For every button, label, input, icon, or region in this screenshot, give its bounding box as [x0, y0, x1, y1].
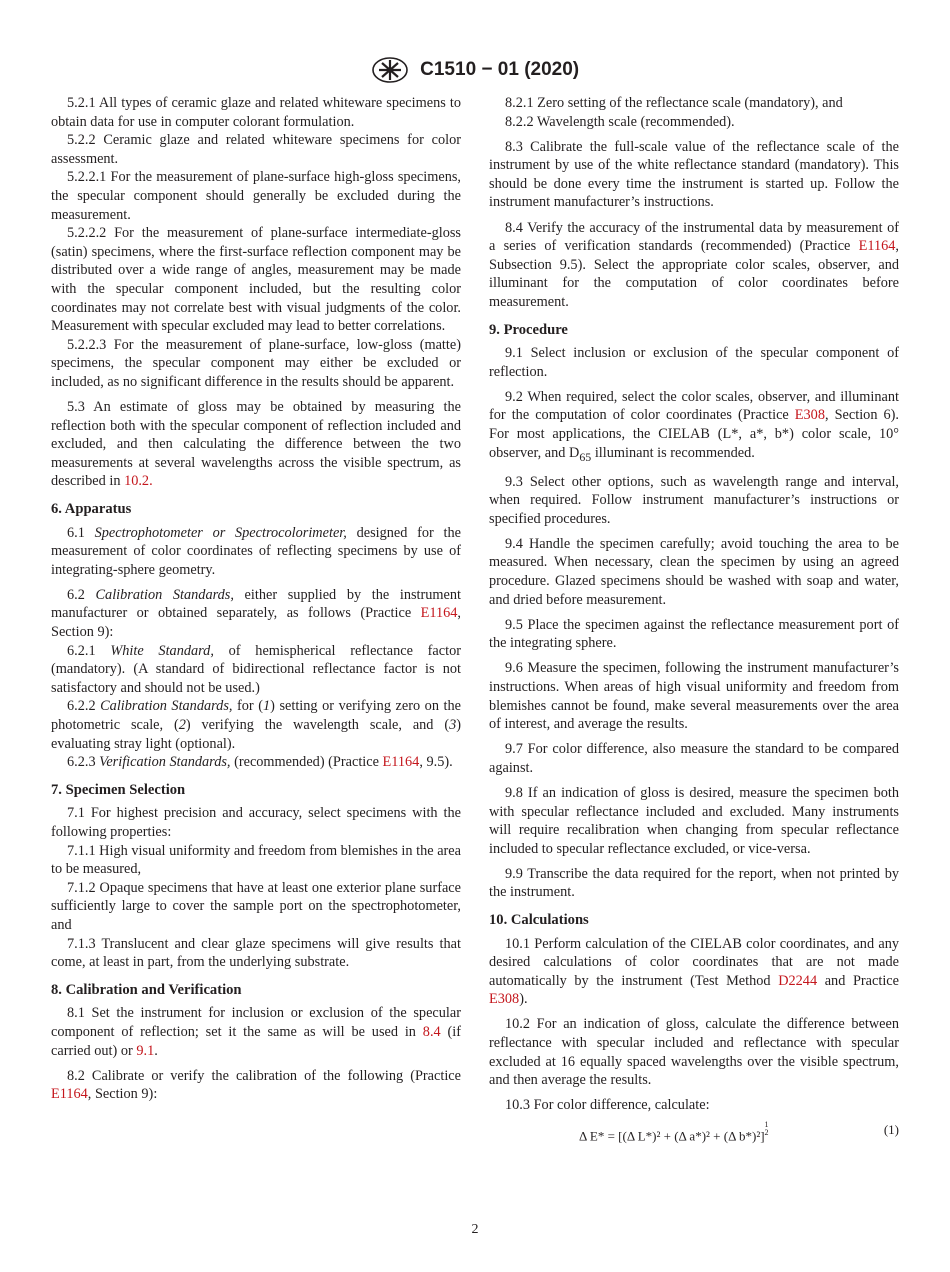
para-10-3: 10.3 For color difference, calculate: — [505, 1097, 710, 1114]
para-6-2-3: 6.2.3 Verification Standards, (recommended) (Practice E1164, 9.5). — [67, 754, 453, 771]
link-e308[interactable]: E308 — [794, 407, 825, 424]
page-header — [0, 56, 950, 84]
para-8-1: 8.1 Set the instrument for inclusion or exclusion of the specular component of reflection; set it the same as will be used in 8.4 (if carried out) or 9.1. — [51, 1005, 461, 1059]
para-9-3: 9.3 Select other options, such as wavelength range and interval, when required. Follow instrument manufacturer’s instructions or specified procedures. — [489, 473, 899, 527]
para-5-2-2-3: 5.2.2.3 For the measurement of plane-surface, low-gloss (matte) specimens, the specular component may either be excluded or included, as no significant difference in the results should be apparent. — [51, 336, 461, 390]
para-9-7: 9.7 For color difference, also measure the standard to be compared against. — [489, 741, 899, 776]
para-9-6: 9.6 Measure the specimen, following the instrument manufacturer’s instructions. When areas of high visual uniformity and freedom from blemishes cannot be found, make several measurements over the area of interest, and average the results. — [489, 660, 899, 733]
para-8-2-1: 8.2.1 Zero setting of the reflectance scale (mandatory), and — [505, 95, 843, 111]
para-9-8: 9.8 If an indication of gloss is desired, measure the specimen both with specular reflectance included and excluded. Many instruments will require recalibration when changing from specular reflectance included to specular reflectance excluded, or vice-versa. — [489, 784, 899, 857]
link-e1164[interactable]: E1164 — [382, 754, 420, 771]
para-6-2: 6.2 Calibration Standards, either supplied by the instrument manufacturer or obtained separately, as follows (Practice E1164, Section 9): — [51, 586, 462, 641]
link-e1164[interactable]: E1164 — [858, 238, 896, 255]
para-9-1: 9.1 Select inclusion or exclusion of the specular component of reflection. — [489, 345, 899, 380]
para-10-1: 10.1 Perform calculation of the CIELAB color coordinates, and any desired calculations of color coordinates that are not made automatically by the instrument (Test Method D2244 and Practice E308). — [489, 935, 899, 1008]
para-7-1: 7.1 For highest precision and accuracy, select specimens with the following properties: — [51, 805, 461, 840]
para-5-2-2-1: 5.2.2.1 For the measurement of plane-surface high-gloss specimens, the specular component should generally be excluded during the measurement. — [51, 169, 461, 223]
para-7-1-1: 7.1.1 High visual uniformity and freedom from blemishes in the area to be measured, — [51, 842, 461, 878]
page-number: 2 — [471, 1222, 479, 1237]
para-9-4: 9.4 Handle the specimen carefully; avoid touching the area to be measured. When necessary, clean the specimen by using an agreed procedure. Glazed specimens should be washed with soap and water, and dried before measurement. — [489, 535, 899, 608]
para-5-3: 5.3 An estimate of gloss may be obtained by measuring the reflection both with the specular component of reflection included and excluded, and then calculating the difference between the two measurements at several wavelengths across the visible spectrum, as described in 10.2. — [51, 399, 461, 490]
section-heading-apparatus: 6. Apparatus — [51, 500, 132, 517]
astm-logo-icon — [371, 56, 409, 84]
document-designation: C1510 − 01 (2020) — [420, 59, 580, 80]
para-6-1: 6.1 Spectrophotometer or Spectrocolorimeter, designed for the measurement of color coordinates of reflecting specimens by use of integrating-sphere geometry. — [51, 524, 461, 578]
equation-number: (1) — [883, 1121, 899, 1137]
para-7-1-2: 7.1.2 Opaque specimens that have at least one exterior plane surface sufficiently large to cover the sample port on the spectrophotometer, and — [51, 879, 461, 933]
link-8-4[interactable]: 8.4 — [422, 1023, 441, 1040]
para-9-9: 9.9 Transcribe the data required for the report, when not printed by the instrument. — [489, 865, 899, 901]
para-6-2-1: 6.2.1 White Standard, of hemispherical reflectance factor (mandatory). (A standard of bidirectional reflectance factor is not satisfactory and should not be used.) — [51, 642, 461, 696]
para-10-2: 10.2 For an indication of gloss, calculate the difference between reflectance with specular included and reflectance with specular excluded at 16 equally spaced wavelengths over the visible spectrum, and then average the results. — [489, 1016, 899, 1089]
para-5-2-2-2: 5.2.2.2 For the measurement of plane-surface intermediate-gloss (satin) specimens, where the first-surface reflection component may be distributed over a wide range of angles, measurement may be made with the specular component included, but the resulting color coordinates may not correlate best with visual judgments of the color. Measurement with specular excluded may lead to better correlations. — [51, 225, 461, 335]
right-column — [489, 94, 899, 1144]
link-e1164[interactable]: E1164 — [51, 1086, 88, 1103]
para-5-2-1: 5.2.1 All types of ceramic glaze and related whiteware specimens to obtain data for use in computer colorant formulation. — [51, 95, 461, 130]
left-column — [51, 94, 461, 1104]
para-8-4: 8.4 Verify the accuracy of the instrumental data by measurement of a series of verification standards (recommended) (Practice E1164, Subsection 9.5). Select the appropriate color scales, observer, and illuminant for the computation of color coordinates before measurement. — [489, 219, 899, 310]
section-heading-calculations: 10. Calculations — [489, 912, 589, 929]
link-10-2[interactable]: 10.2. — [124, 473, 153, 490]
equation-formula: Δ E* = [(Δ L*)² + (Δ a*)² + (Δ b*)²] 1 2 — [579, 1119, 769, 1144]
equation-1 — [489, 1117, 899, 1144]
section-heading-procedure: 9. Procedure — [489, 321, 568, 338]
link-e308[interactable]: E308 — [489, 991, 520, 1008]
link-d2244[interactable]: D2244 — [778, 972, 818, 989]
para-8-3: 8.3 Calibrate the full-scale value of the reflectance scale of the instrument by use of the white reflectance standard (mandatory). This should be done every time the instrument is started up. Follow the instrument manufacturer’s instructions. — [489, 138, 899, 211]
para-9-5: 9.5 Place the specimen against the reflectance measurement port of the integrating sphere. — [489, 616, 899, 652]
para-7-1-3: 7.1.3 Translucent and clear glaze specimens will give results that come, at least in part, from the underlying substrate. — [51, 935, 461, 971]
para-5-2-2: 5.2.2 Ceramic glaze and related whiteware specimens for color assessment. — [51, 132, 461, 167]
link-e1164[interactable]: E1164 — [420, 605, 458, 622]
para-8-2-2: 8.2.2 Wavelength scale (recommended). — [505, 113, 735, 130]
para-6-2-2: 6.2.2 Calibration Standards, for (1) setting or verifying zero on the photometric scale, (2) verifying the wavelength scale, and (3) evaluating stray light (optional). — [51, 698, 461, 752]
para-8-2: 8.2 Calibrate or verify the calibration of the following (Practice E1164, Section 9): — [51, 1067, 461, 1103]
section-heading-specimen-selection: 7. Specimen Selection — [51, 781, 186, 798]
link-9-1[interactable]: 9.1 — [136, 1042, 155, 1059]
section-heading-calibration: 8. Calibration and Verification — [51, 981, 242, 998]
para-9-2: 9.2 When required, select the color scales, observer, and illuminant for the computation of color coordinates (Practice E308, Section 6). For most applications, the CIELAB (L*, a*, b*) color scale, 10° observer, and $D_{65}$ illuminant is recommended. — [489, 388, 899, 464]
